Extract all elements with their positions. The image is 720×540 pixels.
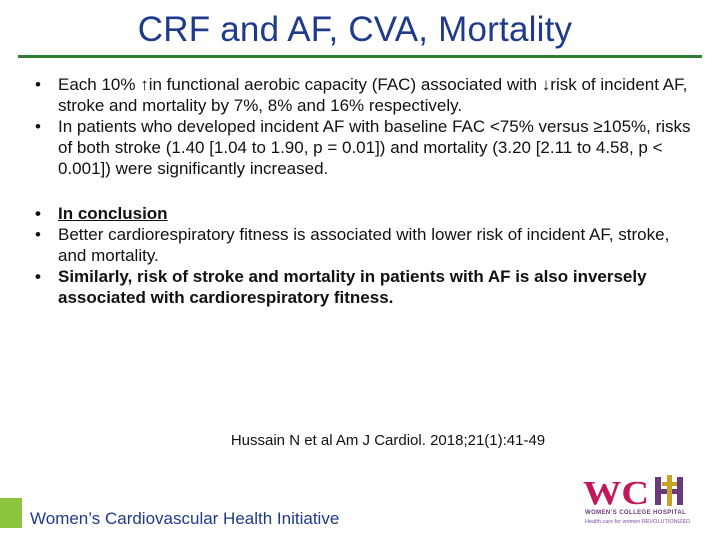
bullet-item-fac-risk [30,74,698,116]
bullet-spacer [30,179,698,203]
footer-accent-bar [0,498,22,528]
logo-tagline: Health care for women REVOLUTIONIZED [585,519,691,525]
bullet-text: Each 10% ↑in functional aerobic capacity (FAC) associated with ↓risk of incident AF, stroke and mortality by 7%, 8% and 16% respectively. [58,75,688,115]
bullet-item-baseline-fac [30,116,698,179]
bullet-item-fitness-lower-risk [30,224,698,266]
bullet-text: Better cardiorespiratory fitness is associated with lower risk of incident AF, stroke, and mortality. [58,225,670,265]
bullet-item-af-inverse [30,266,698,308]
bullet-marker: • [35,117,41,136]
title-divider [18,55,702,58]
bullet-marker: • [35,225,41,244]
wch-logo [583,473,695,533]
bullet-marker: • [35,267,41,286]
wch-logo-mark [583,473,695,507]
slide-title: CRF and AF, CVA, Mortality [137,10,573,49]
bullet-text: Similarly, risk of stroke and mortality in patients with AF is also inversely associated with cardiorespiratory fitness. [58,267,647,307]
footer-initiative-name: Women’s Cardiovascular Health Initiative [30,509,340,528]
bullet-list [30,74,698,308]
citation: Hussain N et al Am J Cardiol. 2018;21(1):41-49 [230,432,546,449]
conclusion-heading: In conclusion [58,204,168,223]
bullet-marker: • [35,75,41,94]
bullet-text: In patients who developed incident AF with baseline FAC <75% versus ≥105%, risks of both stroke (1.40 [1.04 to 1.90, p = 0.01]) and mortality (3.20 [2.11 to 4.58, p < 0.001]) were significantly increased. [58,117,691,178]
bullet-marker: • [35,204,41,223]
bullet-item-conclusion-heading [30,203,698,224]
logo-hospital-name: WOMEN’S COLLEGE HOSPITAL [585,510,687,516]
svg-text:WC: WC [583,475,649,507]
